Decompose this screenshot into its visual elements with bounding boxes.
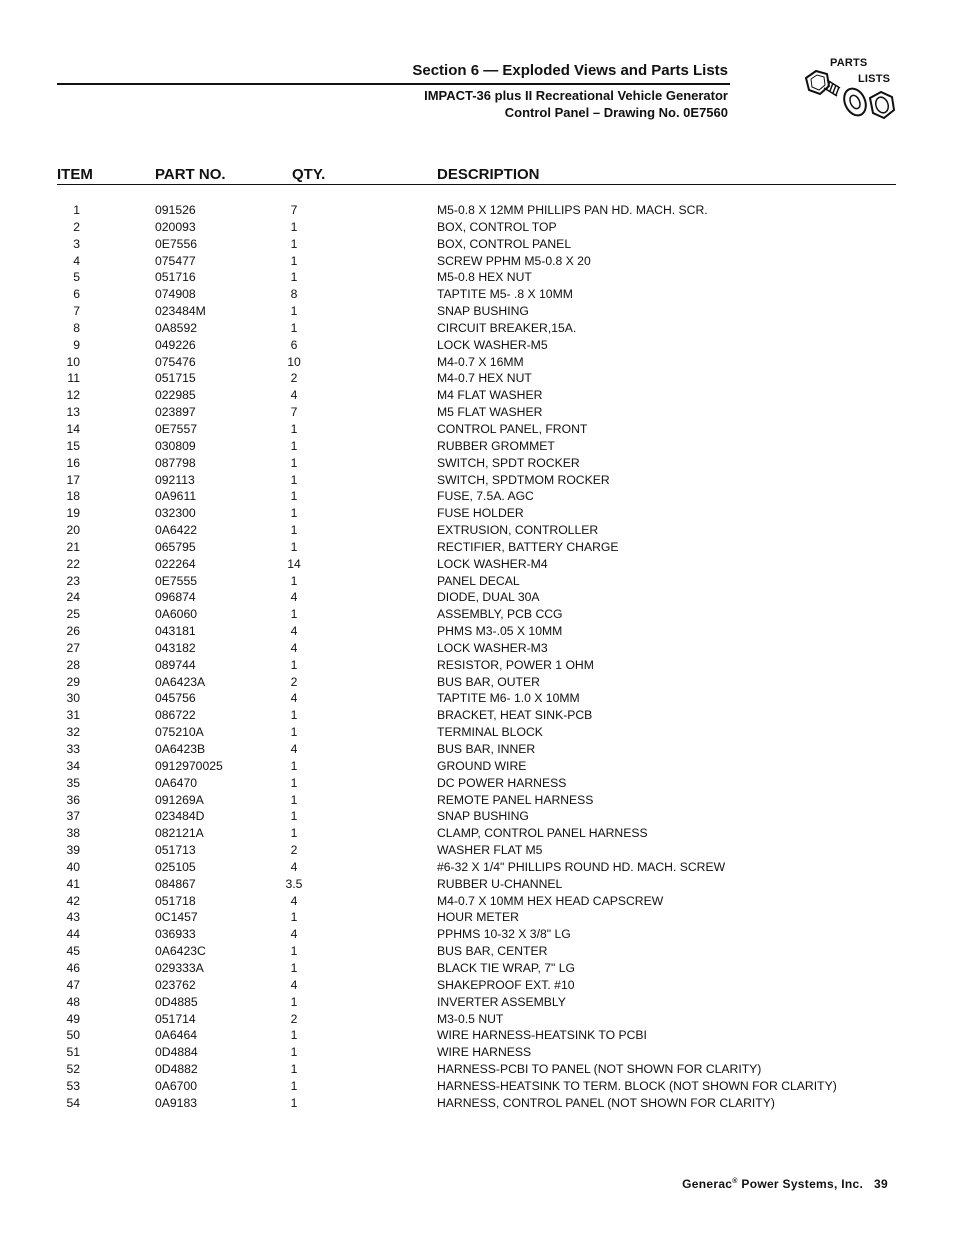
part-no-cell: 084867 (155, 876, 196, 891)
part-no-cell: 0D4882 (155, 1062, 198, 1077)
qty-cell: 1 (290, 1095, 298, 1110)
table-row (0, 1011, 954, 1028)
qty-cell: 4 (290, 590, 298, 605)
qty-cell: 1 (290, 1028, 298, 1043)
part-no-column-header: PART NO. (155, 166, 226, 183)
description-cell: REMOTE PANEL HARNESS (437, 792, 594, 807)
qty-cell: 1 (290, 270, 298, 285)
table-row (0, 286, 954, 303)
part-no-cell: 0E7556 (155, 236, 198, 251)
qty-cell: 1 (290, 539, 298, 554)
table-row (0, 792, 954, 809)
item-cell: 52 (66, 1062, 80, 1077)
item-cell: 21 (66, 539, 80, 554)
qty-cell: 1 (290, 438, 298, 453)
qty-cell: 1 (290, 910, 298, 925)
table-row (0, 943, 954, 960)
qty-cell: 1 (290, 708, 298, 723)
table-row (0, 202, 954, 219)
description-cell: WASHER FLAT M5 (437, 843, 543, 858)
part-no-cell: 0E7557 (155, 421, 198, 436)
qty-cell: 4 (290, 742, 298, 756)
item-cell: 6 (73, 287, 80, 302)
qty-cell: 1 (290, 472, 298, 487)
qty-cell: 4 (290, 927, 298, 942)
part-no-cell: 0A9183 (155, 1095, 198, 1110)
part-no-cell: 0A8592 (155, 320, 198, 335)
qty-cell: 4 (290, 859, 298, 874)
part-no-cell: 0A6423A (155, 674, 206, 689)
part-no-cell: 022264 (155, 556, 196, 571)
item-cell: 1 (73, 203, 80, 217)
table-row (0, 623, 954, 640)
table-row (0, 472, 954, 489)
table-row (0, 438, 954, 455)
part-no-cell: 091526 (155, 203, 196, 217)
item-cell: 22 (66, 556, 80, 571)
qty-cell: 7 (290, 405, 298, 420)
description-cell: RECTIFIER, BATTERY CHARGE (437, 539, 619, 554)
description-cell: SCREW PPHM M5-0.8 X 20 (437, 253, 591, 268)
table-row (0, 741, 954, 758)
table-row (0, 876, 954, 893)
part-no-cell: 051715 (155, 371, 196, 386)
description-cell: SWITCH, SPDT ROCKER (437, 455, 580, 470)
description-cell: DIODE, DUAL 30A (437, 590, 540, 605)
qty-cell: 1 (290, 219, 298, 234)
table-row (0, 1044, 954, 1061)
part-no-cell: 051718 (155, 893, 196, 908)
description-cell: BOX, CONTROL TOP (437, 219, 557, 234)
description-cell: PPHMS 10-32 X 3/8" LG (437, 927, 571, 942)
qty-cell: 1 (290, 809, 298, 824)
description-cell: GROUND WIRE (437, 758, 527, 773)
description-cell: WIRE HARNESS-HEATSINK TO PCBI (437, 1028, 647, 1043)
item-cell: 16 (66, 455, 80, 470)
qty-cell: 1 (290, 1078, 298, 1093)
description-cell: BLACK TIE WRAP, 7" LG (437, 960, 575, 975)
table-row (0, 893, 954, 910)
description-cell: M4-0.7 X 16MM (437, 354, 524, 369)
item-cell: 25 (66, 607, 80, 622)
item-cell: 3 (73, 236, 80, 251)
qty-cell: 2 (290, 1011, 298, 1026)
description-cell: SWITCH, SPDTMOM ROCKER (437, 472, 610, 487)
description-cell: M3-0.5 NUT (437, 1011, 504, 1026)
qty-cell: 4 (290, 624, 298, 639)
table-row (0, 977, 954, 994)
description-cell: M4 FLAT WASHER (437, 388, 543, 403)
table-row (0, 219, 954, 236)
part-no-cell: 0C1457 (155, 910, 198, 925)
part-no-cell: 0D4884 (155, 1045, 198, 1060)
item-cell: 26 (66, 624, 80, 639)
qty-cell: 8 (290, 287, 298, 302)
part-no-cell: 051716 (155, 270, 196, 285)
table-row (0, 404, 954, 421)
item-cell: 37 (66, 809, 80, 824)
item-cell: 4 (73, 253, 80, 268)
description-cell: HARNESS, CONTROL PANEL (NOT SHOWN FOR CLARITY) (437, 1095, 775, 1110)
part-no-cell: 0D4885 (155, 994, 198, 1009)
description-cell: CIRCUIT BREAKER,15A. (437, 320, 577, 335)
logo-parts-label: PARTS (830, 57, 868, 69)
description-cell: LOCK WASHER-M3 (437, 640, 548, 655)
table-row (0, 707, 954, 724)
qty-cell: 1 (290, 792, 298, 807)
item-cell: 10 (66, 354, 80, 369)
description-cell: BUS BAR, INNER (437, 742, 536, 756)
page-number: 39 (874, 1177, 888, 1191)
part-no-cell: 075476 (155, 354, 196, 369)
qty-cell: 1 (290, 523, 298, 538)
qty-cell: 7 (290, 203, 298, 217)
item-cell: 49 (66, 1011, 80, 1026)
trademark-symbol: ® (732, 1178, 738, 1185)
table-row (0, 657, 954, 674)
table-row (0, 825, 954, 842)
description-cell: HARNESS-PCBI TO PANEL (NOT SHOWN FOR CLARITY) (437, 1062, 762, 1077)
description-cell: INVERTER ASSEMBLY (437, 994, 566, 1009)
logo-lists-label: LISTS (858, 73, 891, 85)
item-cell: 43 (66, 910, 80, 925)
description-cell: RUBBER U-CHANNEL (437, 876, 563, 891)
table-row (0, 488, 954, 505)
part-no-cell: 0912970025 (155, 758, 223, 773)
table-row (0, 1027, 954, 1044)
table-row (0, 842, 954, 859)
item-cell: 29 (66, 674, 80, 689)
page-footer (682, 1177, 888, 1191)
part-no-cell: 030809 (155, 438, 196, 453)
table-row (0, 253, 954, 270)
description-cell: LOCK WASHER-M5 (437, 337, 548, 352)
description-cell: LOCK WASHER-M4 (437, 556, 548, 571)
qty-cell: 1 (290, 1045, 298, 1060)
part-no-cell: 082121A (155, 826, 204, 841)
description-cell: SHAKEPROOF EXT. #10 (437, 977, 575, 992)
part-no-cell: 051713 (155, 843, 196, 858)
qty-cell: 1 (290, 236, 298, 251)
item-cell: 24 (66, 590, 80, 605)
part-no-cell: 089744 (155, 657, 196, 672)
description-cell: DC POWER HARNESS (437, 775, 567, 790)
item-cell: 41 (66, 876, 80, 891)
item-cell: 28 (66, 657, 80, 672)
item-cell: 42 (66, 893, 80, 908)
part-no-cell: 043181 (155, 624, 196, 639)
part-no-cell: 022985 (155, 388, 196, 403)
item-cell: 7 (73, 304, 80, 319)
item-cell: 46 (66, 960, 80, 975)
page-header (0, 0, 954, 130)
item-cell: 51 (66, 1045, 80, 1060)
table-row (0, 758, 954, 775)
part-no-cell: 023484M (155, 304, 206, 319)
qty-cell: 1 (290, 304, 298, 319)
part-no-cell: 0A6060 (155, 607, 198, 622)
item-cell: 38 (66, 826, 80, 841)
part-no-cell: 0A6423B (155, 742, 206, 756)
table-row (0, 994, 954, 1011)
table-row (0, 236, 954, 253)
item-cell: 27 (66, 640, 80, 655)
part-no-cell: 023762 (155, 977, 196, 992)
description-cell: SNAP BUSHING (437, 304, 529, 319)
part-no-cell: 025105 (155, 859, 196, 874)
description-cell: WIRE HARNESS (437, 1045, 532, 1060)
qty-cell: 14 (287, 556, 301, 571)
table-row (0, 556, 954, 573)
column-header-rule (57, 184, 896, 185)
table-row (0, 1078, 954, 1095)
item-cell: 9 (73, 337, 80, 352)
table-row (0, 337, 954, 354)
qty-cell: 1 (290, 826, 298, 841)
part-no-cell: 092113 (155, 472, 195, 487)
qty-cell: 1 (290, 320, 298, 335)
qty-cell: 1 (290, 455, 298, 470)
item-cell: 39 (66, 843, 80, 858)
table-row (0, 589, 954, 606)
item-cell: 53 (66, 1078, 80, 1093)
item-cell: 34 (66, 758, 80, 773)
item-cell: 8 (73, 320, 80, 335)
qty-cell: 4 (290, 977, 298, 992)
qty-cell: 1 (290, 489, 298, 504)
part-no-cell: 0E7555 (155, 573, 198, 588)
qty-cell: 1 (290, 994, 298, 1009)
part-no-cell: 029333A (155, 960, 204, 975)
description-cell: TERMINAL BLOCK (437, 725, 543, 740)
description-cell: HARNESS-HEATSINK TO TERM. BLOCK (NOT SHOWN FOR CLARITY) (437, 1078, 837, 1093)
company-suffix: Power Systems, Inc. (737, 1177, 864, 1191)
item-cell: 31 (66, 708, 80, 723)
part-no-cell: 0A6470 (155, 775, 198, 790)
item-cell: 47 (66, 977, 80, 992)
item-cell: 30 (66, 691, 80, 706)
qty-cell: 1 (290, 657, 298, 672)
qty-cell: 1 (290, 1062, 298, 1077)
part-no-cell: 020093 (155, 219, 196, 234)
description-cell: HOUR METER (437, 910, 519, 925)
table-row (0, 909, 954, 926)
qty-cell: 1 (290, 775, 298, 790)
qty-cell: 4 (290, 388, 298, 403)
qty-cell: 2 (290, 843, 298, 858)
description-cell: EXTRUSION, CONTROLLER (437, 523, 599, 538)
parts-lists-logo (800, 54, 900, 130)
item-cell: 44 (66, 927, 80, 942)
section-title: Section 6 — Exploded Views and Parts Lists (412, 62, 728, 79)
qty-cell: 1 (290, 573, 298, 588)
table-row (0, 808, 954, 825)
qty-cell: 2 (290, 371, 298, 386)
part-no-cell: 091269A (155, 792, 204, 807)
part-no-cell: 074908 (155, 287, 196, 302)
description-cell: BRACKET, HEAT SINK-PCB (437, 708, 593, 723)
part-no-cell: 075477 (155, 253, 196, 268)
table-row (0, 354, 954, 371)
description-cell: FUSE HOLDER (437, 506, 524, 521)
item-cell: 48 (66, 994, 80, 1009)
qty-cell: 1 (290, 725, 298, 740)
item-cell: 18 (66, 489, 80, 504)
part-no-cell: 0A6464 (155, 1028, 198, 1043)
part-no-cell: 045756 (155, 691, 196, 706)
part-no-cell: 065795 (155, 539, 196, 554)
part-no-cell: 051714 (155, 1011, 196, 1026)
table-row (0, 269, 954, 286)
qty-cell: 6 (290, 337, 298, 352)
item-cell: 13 (66, 405, 80, 420)
item-cell: 2 (73, 219, 80, 234)
table-row (0, 926, 954, 943)
qty-cell: 3.5 (285, 876, 303, 891)
table-row (0, 674, 954, 691)
description-cell: SNAP BUSHING (437, 809, 529, 824)
table-row (0, 640, 954, 657)
table-row (0, 1061, 954, 1078)
description-cell: M5-0.8 HEX NUT (437, 270, 532, 285)
description-cell: CLAMP, CONTROL PANEL HARNESS (437, 826, 648, 841)
table-row (0, 724, 954, 741)
description-cell: M4-0.7 X 10MM HEX HEAD CAPSCREW (437, 893, 664, 908)
item-cell: 11 (67, 371, 80, 386)
part-no-cell: 086722 (155, 708, 196, 723)
part-no-cell: 096874 (155, 590, 196, 605)
description-cell: PHMS M3-.05 X 10MM (437, 624, 563, 639)
part-no-cell: 023484D (155, 809, 205, 824)
qty-cell: 1 (290, 253, 298, 268)
qty-cell: 4 (290, 893, 298, 908)
qty-cell: 2 (290, 674, 298, 689)
description-cell: PANEL DECAL (437, 573, 520, 588)
description-cell: TAPTITE M6- 1.0 X 10MM (437, 691, 580, 706)
table-row (0, 775, 954, 792)
part-no-cell: 049226 (155, 337, 196, 352)
item-cell: 45 (66, 944, 80, 959)
item-cell: 20 (66, 523, 80, 538)
qty-cell: 1 (290, 506, 298, 521)
description-cell: FUSE, 7.5A. AGC (437, 489, 534, 504)
qty-cell: 4 (290, 640, 298, 655)
description-cell: ASSEMBLY, PCB CCG (437, 607, 563, 622)
table-row (0, 1095, 954, 1112)
table-row (0, 320, 954, 337)
table-row (0, 539, 954, 556)
item-cell: 5 (73, 270, 80, 285)
item-cell: 17 (66, 472, 80, 487)
description-cell: BUS BAR, CENTER (437, 944, 548, 959)
table-row (0, 573, 954, 590)
part-no-cell: 032300 (155, 506, 196, 521)
table-row (0, 370, 954, 387)
item-cell: 19 (66, 506, 80, 521)
table-row (0, 690, 954, 707)
qty-cell: 1 (290, 944, 298, 959)
description-cell: BUS BAR, OUTER (437, 674, 540, 689)
description-cell: M5 FLAT WASHER (437, 405, 543, 420)
table-row (0, 387, 954, 404)
description-cell: TAPTITE M5- .8 X 10MM (437, 287, 573, 302)
parts-table (0, 202, 954, 1112)
item-cell: 54 (66, 1095, 80, 1110)
qty-cell: 4 (290, 691, 298, 706)
qty-cell: 1 (290, 421, 298, 436)
item-cell: 32 (66, 725, 80, 740)
part-no-cell: 075210A (155, 725, 204, 740)
item-cell: 23 (66, 573, 80, 588)
item-cell: 14 (66, 421, 80, 436)
part-no-cell: 0A6700 (155, 1078, 198, 1093)
item-cell: 15 (66, 438, 80, 453)
description-column-header: DESCRIPTION (437, 166, 540, 183)
document-subtitle: IMPACT-36 plus II Recreational Vehicle Generator (424, 88, 728, 103)
description-cell: RUBBER GROMMET (437, 438, 555, 453)
description-cell: RESISTOR, POWER 1 OHM (437, 657, 594, 672)
item-cell: 40 (66, 859, 80, 874)
item-cell: 50 (66, 1028, 80, 1043)
item-cell: 36 (66, 792, 80, 807)
item-cell: 35 (66, 775, 80, 790)
item-cell: 33 (66, 742, 80, 756)
item-cell: 12 (66, 388, 80, 403)
header-rule (57, 83, 730, 85)
part-no-cell: 0A9611 (155, 489, 197, 504)
table-row (0, 859, 954, 876)
table-row (0, 421, 954, 438)
table-row (0, 960, 954, 977)
part-no-cell: 0A6422 (155, 523, 198, 538)
table-row (0, 505, 954, 522)
description-cell: M4-0.7 HEX NUT (437, 371, 532, 386)
drawing-subtitle: Control Panel – Drawing No. 0E7560 (504, 105, 728, 120)
qty-cell: 1 (290, 960, 298, 975)
table-row (0, 455, 954, 472)
qty-cell: 1 (290, 758, 298, 773)
description-cell: M5-0.8 X 12MM PHILLIPS PAN HD. MACH. SCR. (437, 203, 708, 217)
part-no-cell: 023897 (155, 405, 196, 420)
part-no-cell: 087798 (155, 455, 196, 470)
item-column-header: ITEM (57, 166, 93, 183)
description-cell: #6-32 X 1/4" PHILLIPS ROUND HD. MACH. SCREW (437, 859, 726, 874)
table-row (0, 303, 954, 320)
part-no-cell: 036933 (155, 927, 196, 942)
company-name: Generac (682, 1177, 733, 1191)
qty-column-header: QTY. (292, 166, 326, 183)
part-no-cell: 043182 (155, 640, 196, 655)
table-row (0, 606, 954, 623)
description-cell: CONTROL PANEL, FRONT (437, 421, 588, 436)
description-cell: BOX, CONTROL PANEL (437, 236, 572, 251)
part-no-cell: 0A6423C (155, 944, 206, 959)
qty-cell: 1 (290, 607, 298, 622)
table-row (0, 522, 954, 539)
qty-cell: 10 (287, 354, 301, 369)
